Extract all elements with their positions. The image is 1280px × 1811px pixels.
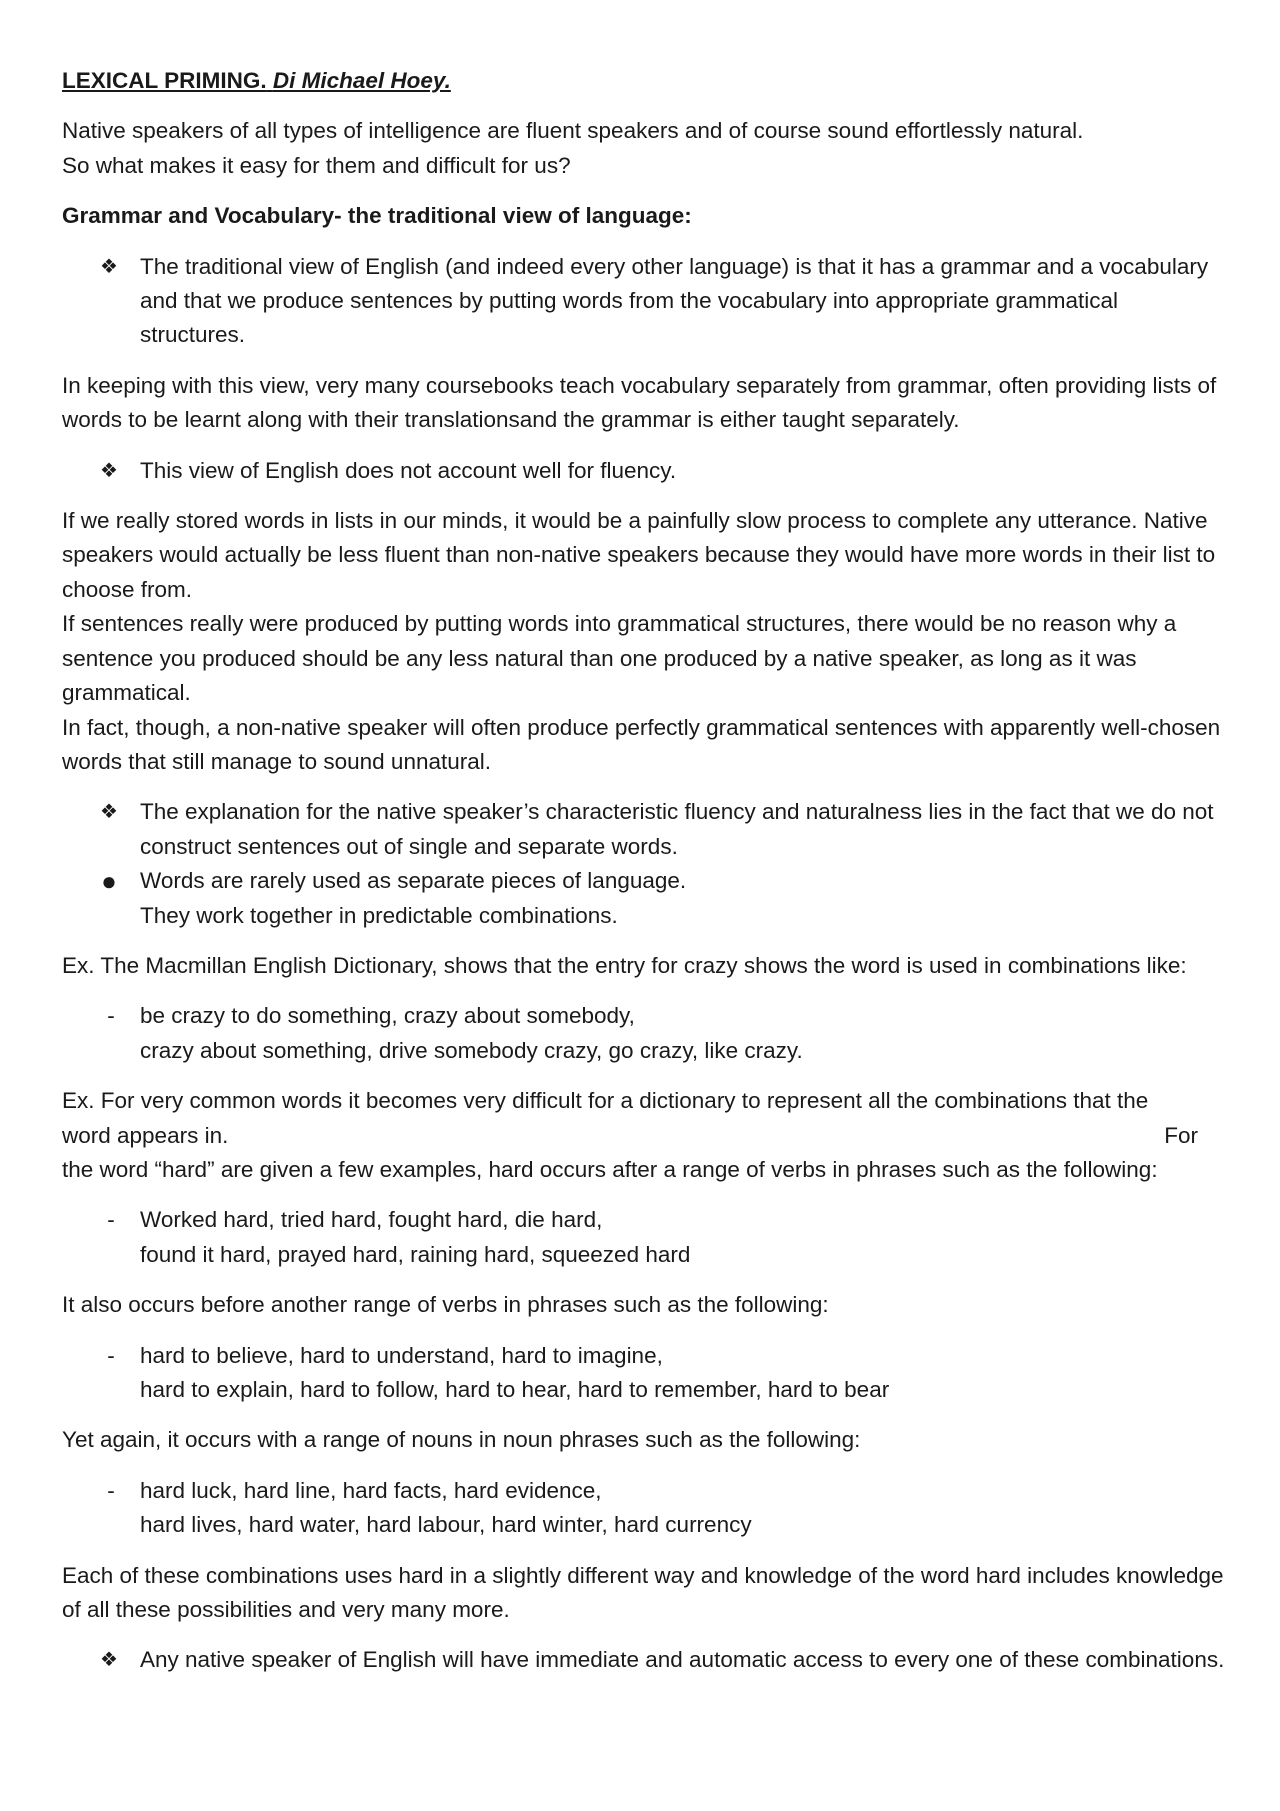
list-item-text: The traditional view of English (and indeed every other language) is that it has a grammar and a vocabulary and that we produce sentences by putting words from the vocabulary into appropriate grammatical structures. xyxy=(140,253,1209,348)
paragraph: If sentences really were produced by putting words into grammatical structures, there would be no reason why a sentence you produced should be any less natural than one produced by a native speaker, as long as it was grammatical. xyxy=(62,611,1177,706)
diamond-bullet-icon: ❖ xyxy=(100,1649,118,1672)
bullet-list xyxy=(62,250,1228,353)
example-paragraph: Ex. The Macmillan English Dictionary, shows that the entry for crazy shows the word is used in combinations like: xyxy=(62,952,1187,978)
dash-list xyxy=(62,1474,1228,1543)
paragraph-group xyxy=(62,504,1228,779)
list-item-text: crazy about something, drive somebody crazy, go crazy, like crazy. xyxy=(140,1037,803,1063)
paragraph: If we really stored words in lists in our minds, it would be a painfully slow process to complete any utterance. Native speakers would actually be less fluent than non-native speakers because they would have more words in their list to choose from. xyxy=(62,508,1216,602)
dash-list xyxy=(62,1339,1228,1408)
list-item xyxy=(62,454,1228,488)
list-item xyxy=(62,1339,1228,1408)
section-heading: Grammar and Vocabulary- the traditional view of language: xyxy=(62,203,692,229)
dash-bullet-icon: - xyxy=(107,1342,115,1368)
paragraph-text: For xyxy=(1164,1122,1198,1148)
paragraph-text: word appears in. xyxy=(62,1122,229,1148)
list-item xyxy=(62,1643,1228,1677)
list-item xyxy=(62,864,1228,933)
bullet-list xyxy=(62,795,1228,933)
list-item-text: found it hard, prayed hard, raining hard, squeezed hard xyxy=(140,1241,691,1267)
paragraph: In keeping with this view, very many coursebooks teach vocabulary separately from grammar, often providing lists of words to be learnt along with their translationsand the grammar is either taught separately. xyxy=(62,372,1217,433)
paragraph: It also occurs before another range of verbs in phrases such as the following: xyxy=(62,1292,829,1318)
paragraph: In fact, though, a non-native speaker will often produce perfectly grammatical sentences with apparently well-chosen words that still manage to sound unnatural. xyxy=(62,714,1221,774)
document-title xyxy=(62,64,1228,98)
bullet-list xyxy=(62,1643,1228,1677)
diamond-bullet-icon: ❖ xyxy=(100,255,118,278)
paragraph: Each of these combinations uses hard in a slightly different way and knowledge of the word hard includes knowledge of all these possibilities and very many more. xyxy=(62,1562,1224,1623)
list-item-text: hard to believe, hard to understand, hard to imagine, xyxy=(140,1342,663,1368)
intro-line: So what makes it easy for them and difficult for us? xyxy=(62,152,571,178)
paragraph-line xyxy=(62,1119,1228,1153)
paragraph: Yet again, it occurs with a range of nouns in noun phrases such as the following: xyxy=(62,1427,861,1453)
list-item xyxy=(62,795,1228,864)
bullet-list xyxy=(62,454,1228,488)
list-item xyxy=(62,250,1228,353)
list-item-text: be crazy to do something, crazy about somebody, xyxy=(140,1003,635,1029)
list-item-text: Any native speaker of English will have immediate and automatic access to every one of these combinations. xyxy=(140,1647,1225,1673)
diamond-bullet-icon: ❖ xyxy=(100,459,118,482)
dash-list xyxy=(62,999,1228,1068)
dash-list xyxy=(62,1203,1228,1272)
title-main: LEXICAL PRIMING. xyxy=(62,68,267,93)
list-item-text: hard to explain, hard to follow, hard to hear, hard to remember, hard to bear xyxy=(140,1377,890,1402)
list-item-text: They work together in predictable combinations. xyxy=(140,902,618,928)
dot-bullet-icon: ● xyxy=(101,866,117,897)
paragraph-line: the word “hard” are given a few examples, hard occurs after a range of verbs in phrases such as the following: xyxy=(62,1156,1158,1182)
list-item xyxy=(62,1474,1228,1543)
list-item-text: hard lives, hard water, hard labour, hard winter, hard currency xyxy=(140,1512,752,1538)
dash-bullet-icon: - xyxy=(107,1477,115,1503)
list-item-text: Words are rarely used as separate pieces of language. xyxy=(140,868,687,894)
example-paragraph xyxy=(62,1084,1228,1187)
dash-bullet-icon: - xyxy=(107,1003,115,1029)
list-item-text: Worked hard, tried hard, fought hard, die hard, xyxy=(140,1207,603,1233)
list-item-text: hard luck, hard line, hard facts, hard evidence, xyxy=(140,1477,602,1503)
dash-bullet-icon: - xyxy=(107,1207,115,1233)
list-item-text: This view of English does not account well for fluency. xyxy=(140,457,677,483)
diamond-bullet-icon: ❖ xyxy=(100,801,118,824)
title-author: Di Michael Hoey. xyxy=(272,68,451,93)
list-item-text: The explanation for the native speaker’s characteristic fluency and naturalness lies in the fact that we do not construct sentences out of single and separate words. xyxy=(140,799,1214,859)
paragraph-line: Ex. For very common words it becomes very difficult for a dictionary to represent all the combinations that the xyxy=(62,1088,1149,1114)
list-item xyxy=(62,999,1228,1068)
intro-paragraph xyxy=(62,114,1228,183)
list-item xyxy=(62,1203,1228,1272)
intro-line: Native speakers of all types of intelligence are fluent speakers and of course sound effortlessly natural. xyxy=(62,118,1084,144)
